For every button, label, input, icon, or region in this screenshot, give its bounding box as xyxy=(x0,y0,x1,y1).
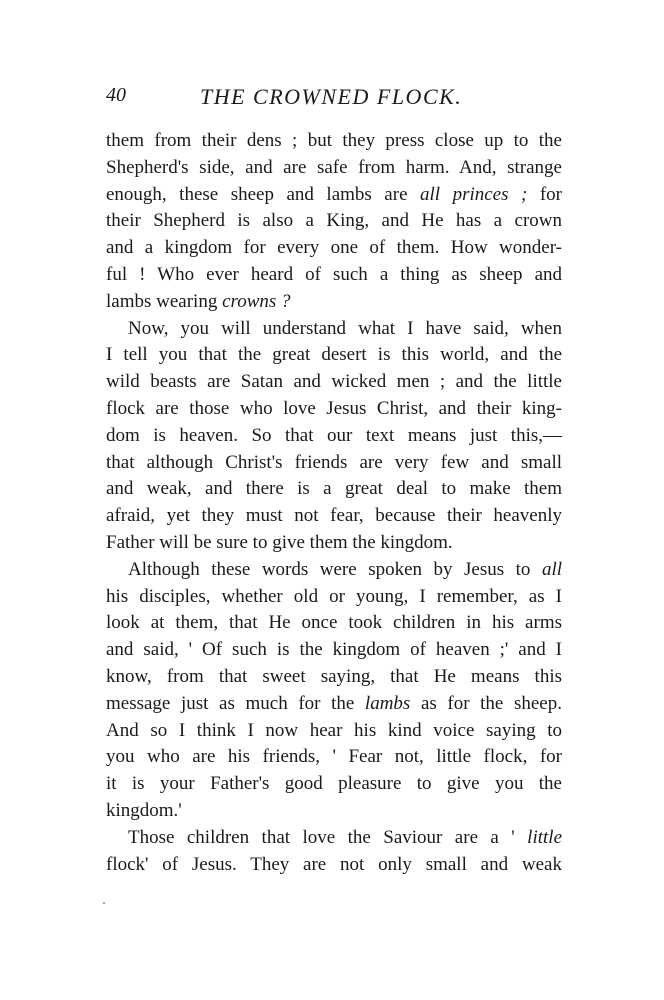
italic-text: lambs xyxy=(364,692,411,714)
text-line: you who are his friends, ' Fear not, little flock, for xyxy=(106,746,562,768)
running-title: THE CROWNED FLOCK. xyxy=(200,84,463,109)
text-line: wild beasts are Satan and wicked men ; and the little xyxy=(106,371,562,393)
text-line xyxy=(106,289,562,316)
text-line: flock are those who love Jesus Christ, and their king- xyxy=(106,397,562,419)
paragraph-4 xyxy=(106,825,562,879)
text-run: enough, these sheep and lambs are xyxy=(106,183,421,205)
text-line: their Shepherd is also a King, and He has a crown xyxy=(106,210,562,232)
text-run: as for the sheep. xyxy=(410,692,562,714)
text-line: And so I think I now hear his kind voice saying to xyxy=(106,719,562,741)
text-line: I tell you that the great desert is this world, and the xyxy=(106,344,562,366)
text-line xyxy=(106,182,562,209)
text-run: for xyxy=(527,183,562,205)
text-run: message just as much for the xyxy=(106,692,365,714)
paper-speck xyxy=(103,902,105,904)
italic-text: all princes ; xyxy=(420,183,528,205)
text-line: them from their dens ; but they press close up to the xyxy=(106,130,562,151)
text-line: look at them, that He once took children in his arms xyxy=(106,612,562,634)
text-line: kingdom.' xyxy=(106,799,182,821)
italic-text: little xyxy=(527,826,562,848)
paragraph-1 xyxy=(106,128,562,316)
italic-text: all xyxy=(541,558,562,580)
text-line: Shepherd's side, and are safe from harm. And, strange xyxy=(106,156,562,178)
body-text xyxy=(106,128,562,878)
text-line xyxy=(106,825,562,852)
text-line: ful ! Who ever heard of such a thing as sheep and xyxy=(106,263,562,285)
text-line: Father will be sure to give them the kingdom. xyxy=(106,531,453,553)
text-run: Those children that love the Saviour are a ' xyxy=(128,826,528,848)
paragraph-3 xyxy=(106,557,562,825)
text-line: flock' of Jesus. They are not only small and weak xyxy=(106,853,562,875)
text-line: it is your Father's good pleasure to give you the xyxy=(106,773,562,795)
text-line: afraid, yet they must not fear, because their heavenly xyxy=(106,505,562,527)
text-line: Now, you will understand what I have said, when xyxy=(128,317,562,339)
text-run: lambs wearing xyxy=(106,290,223,312)
text-line: dom is heaven. So that our text means just this,— xyxy=(106,424,562,446)
text-run: Although these words were spoken by Jesus to xyxy=(128,558,542,580)
italic-text: crowns ? xyxy=(222,290,291,312)
paragraph-2 xyxy=(106,316,562,557)
text-line xyxy=(106,691,562,718)
text-line xyxy=(106,557,562,584)
text-line: and a kingdom for every one of them. How wonder- xyxy=(106,237,562,259)
page-header xyxy=(106,84,566,114)
text-line: and said, ' Of such is the kingdom of heaven ;' and I xyxy=(106,639,562,661)
text-line: know, from that sweet saying, that He means this xyxy=(106,665,562,687)
text-line: that although Christ's friends are very few and small xyxy=(106,451,562,473)
text-line: his disciples, whether old or young, I remember, as I xyxy=(106,585,562,607)
text-line: and weak, and there is a great deal to make them xyxy=(106,478,562,500)
page-number: 40 xyxy=(106,84,126,106)
